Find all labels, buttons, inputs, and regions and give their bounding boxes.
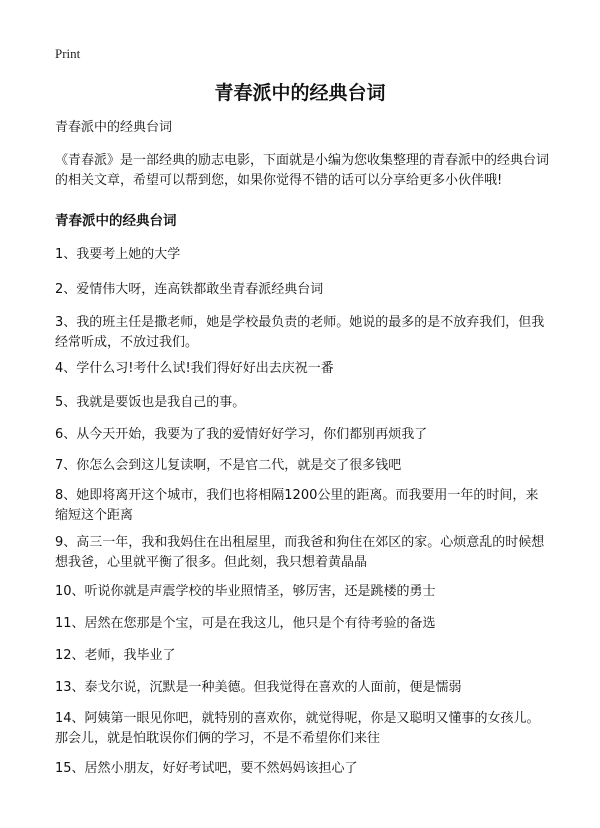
subtitle-line: 青春派中的经典台词 — [55, 120, 173, 135]
intro-paragraph: 《青春派》是一部经典的励志电影，下面就是小编为您收集整理的青春派中的经典台词的相关文章，希望可以帮到您，如果你觉得不错的话可以分享给更多小伙伴哦! — [55, 153, 550, 188]
quote-item-7: 7、你怎么会到这儿复读啊，不是官二代，就是交了很多钱吧 — [55, 458, 402, 473]
quote-item-13: 13、泰戈尔说，沉默是一种美德。但我觉得在喜欢的人面前，便是懦弱 — [55, 680, 462, 695]
quote-item-15: 15、居然小朋友，好好考试吧，要不然妈妈该担心了 — [55, 761, 358, 776]
quote-item-14: 14、阿姨第一眼见你吧，就特别的喜欢你，就觉得呢，你是又聪明又懂事的女孩儿。那会儿，就是怕耽误你们俩的学习，不是不希望你们来往 — [55, 711, 540, 746]
print-link[interactable]: Print — [55, 46, 81, 61]
quote-item-8: 8、她即将离开这个城市，我们也将相隔1200公里的距离。而我要用一年的时间，来缩短这个距离 — [55, 488, 539, 523]
quote-item-1: 1、我要考上她的大学 — [55, 247, 181, 262]
quote-item-2: 2、爱情伟大呀，连高铁都敢坐青春派经典台词 — [55, 282, 324, 297]
quote-item-4: 4、学什么习!考什么试!我们得好好出去庆祝一番 — [55, 361, 334, 376]
page-title: 青春派中的经典台词 — [214, 82, 386, 104]
quote-item-10: 10、听说你就是声震学校的毕业照情圣，够厉害，还是跳楼的勇士 — [55, 584, 436, 599]
quote-item-5: 5、我就是要饭也是我自己的事。 — [55, 395, 246, 410]
quote-item-3: 3、我的班主任是撒老师，她是学校最负责的老师。她说的最多的是不放弃我们，但我经常听成，不放过我们。 — [55, 315, 545, 350]
quote-item-12: 12、老师，我毕业了 — [55, 648, 176, 663]
quote-item-6: 6、从今天开始，我要为了我的爱情好好学习，你们都别再烦我了 — [55, 427, 428, 442]
section-heading: 青春派中的经典台词 — [55, 213, 177, 229]
quote-item-9: 9、高三一年，我和我妈住在出租屋里，而我爸和狗住在郊区的家。心烦意乱的时候想想我爸，心里就平衡了很多。但此刻，我只想着黄晶晶 — [55, 535, 545, 570]
quote-item-11: 11、居然在您那是个宝，可是在我这儿，他只是个有待考验的备选 — [55, 616, 436, 631]
